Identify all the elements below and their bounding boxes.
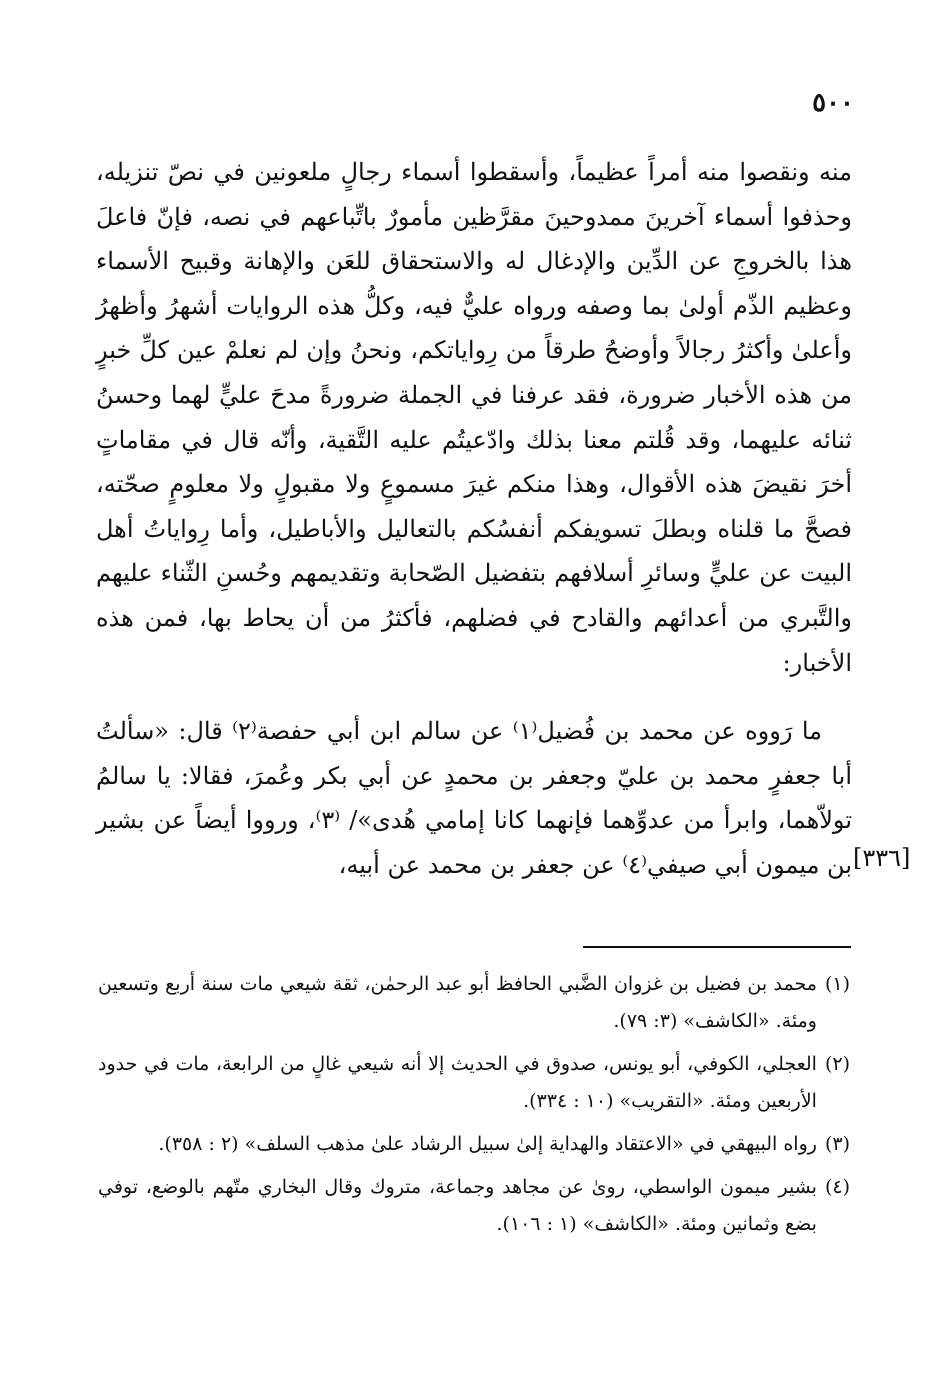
footnote-text: رواه البيهقي في «الاعتقاد والهداية إلىٰ سبيل الرشاد علىٰ مذهب السلف» (٢ : ٣٥٨). (158, 1133, 817, 1155)
footnote (98, 1126, 850, 1163)
footnote-number: (٤) (824, 1176, 850, 1198)
footnotes (98, 966, 850, 1249)
footnote (98, 1169, 850, 1243)
main-text (96, 150, 852, 888)
footnote-text: بشير ميمون الواسطي، روىٰ عن مجاهد وجماعة، متروك وقال البخاري متّهم بالوضع، توفي بضع وثمانين ومئة. «الكاشف» (١ : ١٠٦). (98, 1176, 817, 1235)
margin-page-reference: [٣٣٦] (853, 844, 911, 872)
footnote-number: (١) (824, 973, 850, 995)
paragraph: منه ونقصوا منه أمراً عظيماً، وأسقطوا أسماء رجالٍ ملعونين في نصّ تنزيله، وحذفوا أسماء آخرينَ ممدوحينَ مقرَّظين مأمورٌ باتِّباعهم في نصه، فإنّ فاعلَ هذا بالخروجِ عن الدِّين والإدغال له والاستحقاق للعَن والإهانة وقبيح الأسماء وعظيم الذّم أولىٰ بما وصفه ورواه عليٌّ فيه، وكلُّ هذه الروايات أشهرُ وأظهرُ وأعلىٰ وأكثرُ رجالاً وأوضحُ طرقاً من رِواياتكم، ونحنُ وإن لم نعلمْ عين كلِّ خبرٍ من هذه الأخبار ضرورة، فقد عرفنا في الجملة ضرورةً مدحَ عليٍّ لهما وحسنُ ثنائه عليهما، وقد قُلتم معنا بذلك وادّعيتُم عليه التَّقية، وأنّه قال في مقاماتٍ أخرَ نقيضَ هذه الأقوال، وهذا منكم غيرَ مسموعٍ ولا مقبولٍ ولا معلومٍ صحّته، فصحَّ ما قلناه وبطلَ تسويفكم أنفسُكم بالتعاليل والأباطيل، وأما رِواياتُ أهل البيت عن عليٍّ وسائرِ أسلافهم بتفضيل الصّحابة وتقديمهم وحُسنِ الثّناء عليهم والتَّبري من أعدائهم والقادح في فضلهم، فأكثرُ من أن يحاط بها، فمن هذه الأخبار: (96, 158, 853, 677)
footnote-text: محمد بن فضيل بن غزوان الضَّبي الحافظ أبو عبد الرحمٰن، ثقة شيعي مات سنة أربع وتسعين ومئة. «الكاشف» (٣: ٧٩). (98, 973, 817, 1032)
footnote (98, 966, 850, 1040)
paragraph: ما رَووه عن محمد بن فُضيل⁽١⁾ عن سالم ابن أبي حفصة⁽٢⁾ قال: «سألتُ أبا جعفرٍ محمد بن عليّ وجعفر بن محمدٍ عن أبي بكر وعُمرَ، فقالا: يا سالمُ تولاّهما، وابرأ من عدوِّهما فإنهما كانا إمامي هُدى»/ ⁽٣⁾، ورووا أيضاً عن بشير بن ميمون أبي صيفي⁽٤⁾ عن جعفر بن محمد عن أبيه، (96, 717, 852, 879)
footnote-separator (583, 946, 851, 948)
paragraph-gap (96, 685, 852, 709)
footnote (98, 1046, 850, 1120)
page-number: ٥٠٠ (812, 88, 854, 118)
footnote-number: (٢) (824, 1053, 850, 1075)
footnote-number: (٣) (824, 1133, 850, 1155)
footnote-text: العجلي، الكوفي، أبو يونس، صدوق في الحديث إلا أنه شيعي غالٍ من الرابعة، مات في حدود الأربعين ومئة. «التقريب» (١٠ : ٣٣٤). (98, 1053, 817, 1112)
